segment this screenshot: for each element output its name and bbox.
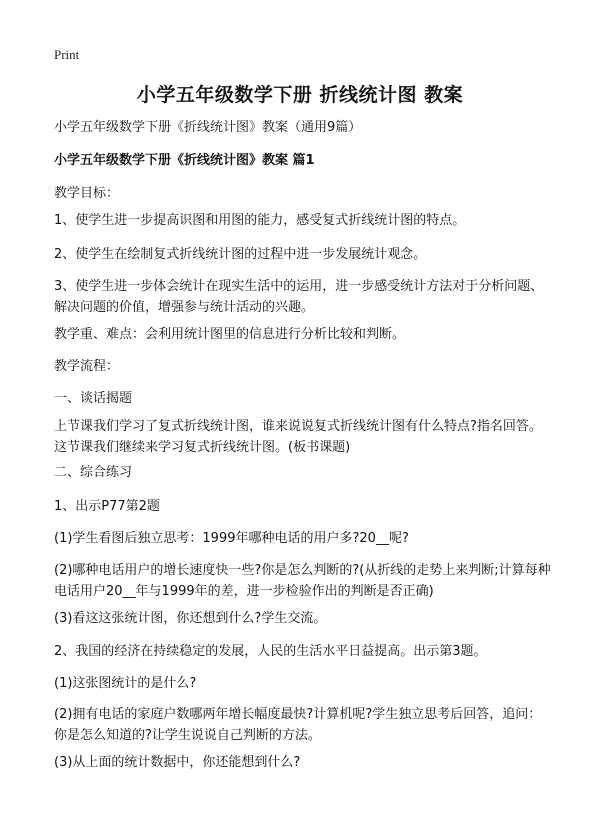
exercise-2-question-1: (1)这张图统计的是什么? xyxy=(54,676,197,691)
part-1-heading: 一、谈话揭题 xyxy=(54,391,133,406)
goal-item-3: 3、使学生进一步体会统计在现实生活中的运用，进一步感受统计方法对于分析问题、解决问题的价值，增强参与统计活动的兴趣。 xyxy=(54,279,544,315)
section-heading: 小学五年级数学下册《折线统计图》教案 篇1 xyxy=(54,153,315,168)
exercise-2-question-3: (3)从上面的统计数据中，你还能想到什么? xyxy=(54,755,301,770)
part-2-heading: 二、综合练习 xyxy=(54,465,133,480)
part-1-paragraph: 上节课我们学习了复式折线统计图，谁来说说复式折线统计图有什么特点?指名回答。这节课我们继续来学习复式折线统计图。(板书课题) xyxy=(54,419,542,455)
exercise-1-question-3: (3)看这这张统计图，你还想到什么?学生交流。 xyxy=(54,611,327,626)
key-points-paragraph: 教学重、难点：会利用统计图里的信息进行分析比较和判断。 xyxy=(54,327,406,342)
subtitle-paragraph: 小学五年级数学下册《折线统计图》教案（通用9篇） xyxy=(54,120,362,135)
exercise-2-heading: 2、我国的经济在持续稳定的发展，人民的生活水平日益提高。出示第3题。 xyxy=(54,644,487,659)
exercise-2-question-2: (2)拥有电话的家庭户数哪两年增长幅度最快?计算机呢?学生独立思考后回答，追问：你是怎么知道的?让学生说说自己判断的方法。 xyxy=(54,707,542,743)
exercise-1-question-1: (1)学生看图后独立思考：1999年哪种电话的用户多?20__呢? xyxy=(54,531,409,546)
goal-item-2: 2、使学生在绘制复式折线统计图的过程中进一步发展统计观念。 xyxy=(54,247,427,262)
exercise-1-question-2: (2)哪种电话用户的增长速度快一些?你是怎么判断的?(从折线的走势上来判断;计算每种电话用户20__年与1999年的差，进一步检验作出的判断是否正确) xyxy=(54,563,551,599)
exercise-1-heading: 1、出示P77第2题 xyxy=(54,499,160,514)
teaching-goals-heading: 教学目标： xyxy=(54,186,120,201)
print-label: Print xyxy=(54,47,80,62)
teaching-process-heading: 教学流程： xyxy=(54,359,120,374)
goal-item-1: 1、使学生进一步提高识图和用图的能力，感受复式折线统计图的特点。 xyxy=(54,213,466,228)
document-title: 小学五年级数学下册 折线统计图 教案 xyxy=(136,84,464,106)
